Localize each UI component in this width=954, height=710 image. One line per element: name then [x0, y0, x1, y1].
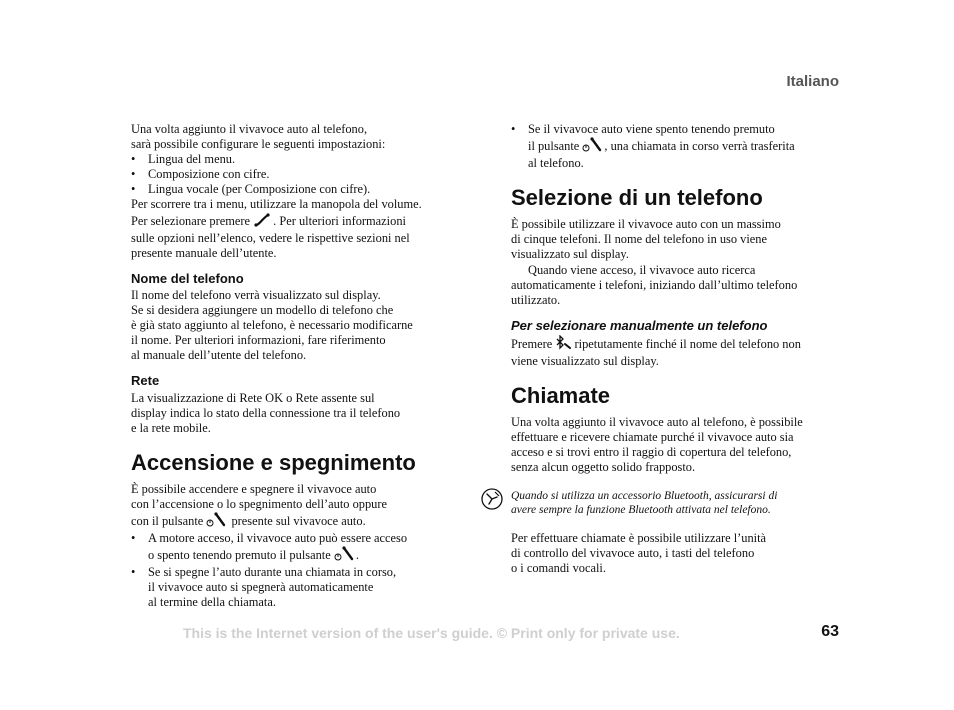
select-text-pre: Per selezionare premere	[131, 213, 251, 228]
manual-select-line	[511, 335, 841, 354]
select-phone-line: visualizzato sul display.	[511, 247, 629, 262]
note-line: avere sempre la funzione Bluetooth attivata nel telefono.	[511, 503, 771, 516]
network-line: La visualizzazione di Rete OK o Rete assente sul	[131, 390, 375, 405]
select-text-post: . Per ulteriori informazioni	[273, 213, 406, 228]
phone-name-line: è già stato aggiunto al telefono, è necessario modificarne	[131, 318, 413, 333]
select-phone-heading: Selezione di un telefono	[511, 185, 763, 211]
list-item: • Lingua del menu.	[131, 152, 461, 167]
calls-heading: Chiamate	[511, 383, 611, 409]
intro-line: sarà possibile configurare le seguenti impostazioni:	[131, 137, 386, 152]
final-line: di controllo del vivavoce auto, i tasti del telefono	[511, 545, 755, 560]
select-phone-line: È possibile utilizzare il vivavoce auto con un massimo	[511, 217, 781, 232]
select-phone-line: di cinque telefoni. Il nome del telefono in uso viene	[511, 232, 767, 247]
power-bullet1-line2: o spento tenendo premuto il pulsante	[148, 548, 331, 563]
search-line: utilizzato.	[511, 292, 561, 307]
select-line: sulle opzioni nell’elenco, vedere le rispettive sezioni nel	[131, 230, 410, 245]
power-bullet1-end: .	[355, 548, 359, 563]
network-line: display indica lo stato della connessione tra il telefono	[131, 405, 401, 420]
intro-line: Una volta aggiunto il vivavoce auto al telefono,	[131, 122, 368, 136]
network-heading: Rete	[131, 373, 160, 389]
calls-line: Una volta aggiunto il vivavoce auto al telefono, è possibile	[511, 415, 803, 430]
select-instruction	[131, 213, 461, 231]
phone-name-line: al manuale dell’utente del telefono.	[131, 348, 307, 363]
end-call-power-key-icon	[334, 546, 356, 565]
list-item-continuation	[511, 137, 841, 156]
page-header-language: Italiano	[786, 73, 839, 90]
scroll-instruction: Per scorrere tra i menu, utilizzare la manopola del volume.	[131, 197, 422, 212]
calls-line: senza alcun oggetto solido frapposto.	[511, 460, 696, 475]
page-number: 63	[821, 623, 839, 640]
list-item: • Lingua vocale (per Composizione con cifre).	[131, 182, 461, 197]
footer-notice: This is the Internet version of the user's guide. © Print only for private use.	[183, 625, 680, 641]
power-line: con l’accensione o lo spegnimento dell’auto oppure	[131, 496, 387, 511]
calls-line: effettuare e ricevere chiamate purché il vivavoce auto sia	[511, 430, 794, 445]
final-line: Per effettuare chiamate è possibile utilizzare l’unità	[511, 530, 767, 545]
list-item-continuation: al telefono.	[528, 156, 584, 171]
manual-select-heading: Per selezionare manualmente un telefono	[511, 317, 768, 333]
power-button-post: presente sul vivavoce auto.	[231, 513, 366, 528]
list-item-continuation: al termine della chiamata.	[148, 595, 276, 610]
list-item: • Composizione con cifre.	[131, 167, 461, 182]
manual-post: ripetutamente finché il nome del telefono non	[574, 336, 801, 351]
power-section-heading: Accensione e spegnimento	[131, 449, 416, 475]
list-item: • A motore acceso, il vivavoce auto può essere acceso	[131, 531, 461, 546]
end-call-power-key-icon	[582, 137, 604, 156]
power-line: È possibile accendere e spegnere il vivavoce auto	[131, 481, 377, 496]
note-tip-icon	[480, 487, 504, 515]
manual-select-line2: viene visualizzato sul display.	[511, 354, 659, 369]
power-button-line	[131, 512, 461, 531]
list-item-continuation: il vivavoce auto si spegnerà automaticamente	[148, 580, 374, 595]
search-line: Quando viene acceso, il vivavoce auto ricerca	[528, 262, 756, 277]
bullet-line2-post: , una chiamata in corso verrà trasferita	[604, 139, 795, 154]
bluetooth-note	[511, 489, 841, 517]
phone-name-line: il nome. Per ulteriori informazioni, fare riferimento	[131, 333, 386, 348]
left-column	[131, 122, 461, 611]
manual-pre: Premere	[511, 336, 553, 351]
phone-name-line: Se si desidera aggiungere un modello di telefono che	[131, 303, 394, 318]
phone-name-line: Il nome del telefono verrà visualizzato sul display.	[131, 287, 381, 302]
list-item: • Se si spegne l’auto durante una chiamata in corso,	[131, 565, 461, 580]
power-button-pre: con il pulsante	[131, 513, 204, 528]
network-line: e la rete mobile.	[131, 420, 211, 435]
call-key-icon	[253, 213, 273, 231]
phone-name-heading: Nome del telefono	[131, 270, 244, 286]
select-line: presente manuale dell’utente.	[131, 245, 277, 260]
end-call-power-key-icon	[206, 512, 228, 531]
list-item-continuation	[131, 546, 461, 565]
bluetooth-select-key-icon	[555, 335, 571, 354]
list-item: • Se il vivavoce auto viene spento tenendo premuto	[511, 122, 841, 137]
right-column	[511, 122, 841, 576]
bullet-line2-pre: il pulsante	[528, 139, 580, 154]
note-line: Quando si utilizza un accessorio Bluetooth, assicurarsi di	[511, 489, 778, 502]
final-line: o i comandi vocali.	[511, 560, 606, 575]
calls-line: acceso e si trovi entro il raggio di copertura del telefono,	[511, 445, 792, 460]
search-line: automaticamente i telefoni, iniziando dall’ultimo telefono	[511, 277, 798, 292]
